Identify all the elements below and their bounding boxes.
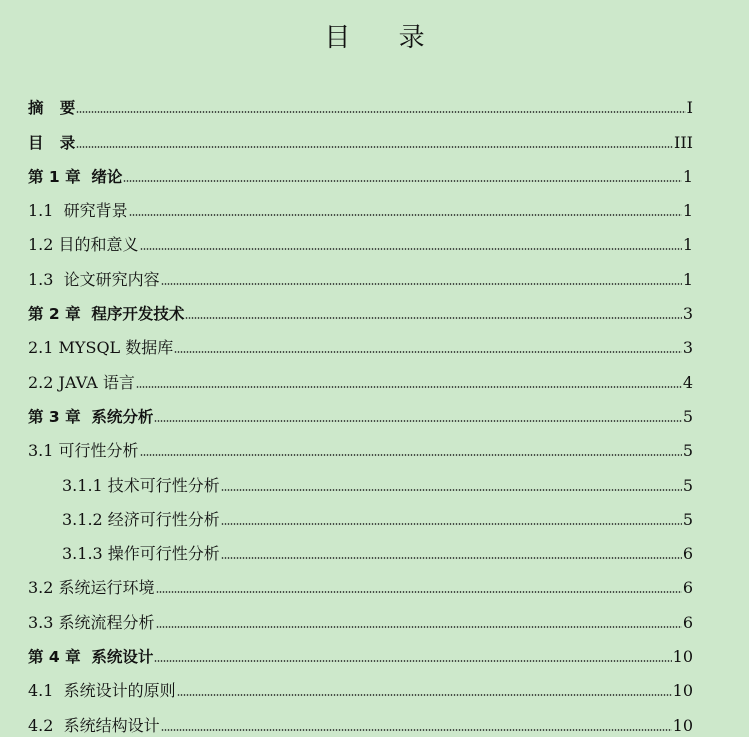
toc-entry-label: 3.3 系统流程分析 [28,612,155,632]
dot-leader [161,282,682,286]
toc-entry-page-number: 6 [682,612,693,632]
page-title: 目 录 [324,23,445,53]
toc-entry-label: 摘 要 [28,99,76,118]
toc-entry-page-number: 5 [682,475,693,495]
dot-leader [154,659,671,663]
toc-entry[interactable] [28,598,693,632]
dot-leader [154,419,681,423]
toc-entry-page-number: 6 [682,544,693,564]
toc-entry[interactable] [28,701,693,735]
toc-entry[interactable] [28,530,693,564]
toc-entry-label: 2.1 MYSQL 数据库 [28,338,174,358]
toc-entry-page-number: I [686,98,693,118]
toc-entry-page-number: 1 [682,235,693,255]
dot-leader [221,522,682,526]
dot-leader [136,385,682,389]
dot-leader [123,179,681,183]
toc-entry-page-number: 10 [672,715,693,735]
toc-entry-label: 第 1 章 绪论 [28,167,123,186]
dot-leader [140,453,682,457]
toc-entry-label: 3.1 可行性分析 [28,441,139,461]
toc-entry-label: 3.1.3 操作可行性分析 [62,544,220,564]
toc-entry[interactable] [28,633,693,667]
dot-leader [140,247,682,251]
toc-entry[interactable] [28,290,693,324]
toc-entry[interactable] [28,324,693,358]
toc-entry[interactable] [28,461,693,495]
toc-entry[interactable] [28,427,693,461]
dot-leader [174,350,682,354]
dot-leader [156,625,682,629]
toc-entry-label: 第 4 章 系统设计 [28,648,154,667]
toc-entry-page-number: 4 [682,372,693,392]
toc-entry-label: 2.2 JAVA 语言 [28,372,135,392]
toc-entry-page-number: 1 [682,269,693,289]
toc-entry-page-number: 5 [682,441,693,461]
dot-leader [129,213,682,217]
toc-entry-label: 1.1 研究背景 [28,201,128,221]
toc-entry[interactable] [28,496,693,530]
toc-entry[interactable] [28,358,693,392]
dot-leader [156,590,682,594]
toc-entry-page-number: 5 [682,406,693,426]
toc-entry-label: 4.1 系统设计的原则 [28,681,176,701]
dot-leader [185,316,681,320]
toc-entry-page-number: III [674,132,693,152]
dot-leader [177,693,672,697]
toc-entry-label: 3.1.1 技术可行性分析 [62,475,220,495]
toc-entry[interactable] [28,118,693,152]
toc-entry-label: 3.2 系统运行环境 [28,578,155,598]
toc-entry[interactable] [28,667,693,701]
dot-leader [76,110,685,114]
toc-entry-label: 第 3 章 系统分析 [28,407,154,426]
toc-entry-page-number: 1 [682,166,693,186]
toc-entry-page-number: 10 [672,647,693,667]
dot-leader [221,488,682,492]
toc-entry-page-number: 3 [682,338,693,358]
toc-list [28,84,693,736]
toc-entry-label: 3.1.2 经济可行性分析 [62,509,220,529]
toc-entry[interactable] [28,153,693,187]
toc-entry-page-number: 6 [682,578,693,598]
toc-entry-label: 1.2 目的和意义 [28,235,139,255]
toc-entry[interactable] [28,564,693,598]
toc-entry-page-number: 1 [682,201,693,221]
toc-entry-label: 目 录 [28,133,76,152]
dot-leader [76,145,673,149]
toc-entry-label: 1.3 论文研究内容 [28,269,160,289]
toc-entry[interactable] [28,187,693,221]
toc-entry[interactable] [28,84,693,118]
toc-entry[interactable] [28,255,693,289]
toc-entry-label: 第 2 章 程序开发技术 [28,305,185,324]
toc-entry[interactable] [28,221,693,255]
toc-entry-page-number: 10 [672,681,693,701]
dot-leader [161,728,672,732]
toc-entry[interactable] [28,393,693,427]
dot-leader [221,556,682,560]
toc-entry-page-number: 5 [682,509,693,529]
toc-entry-label: 4.2 系统结构设计 [28,715,160,735]
toc-entry-page-number: 3 [682,304,693,324]
